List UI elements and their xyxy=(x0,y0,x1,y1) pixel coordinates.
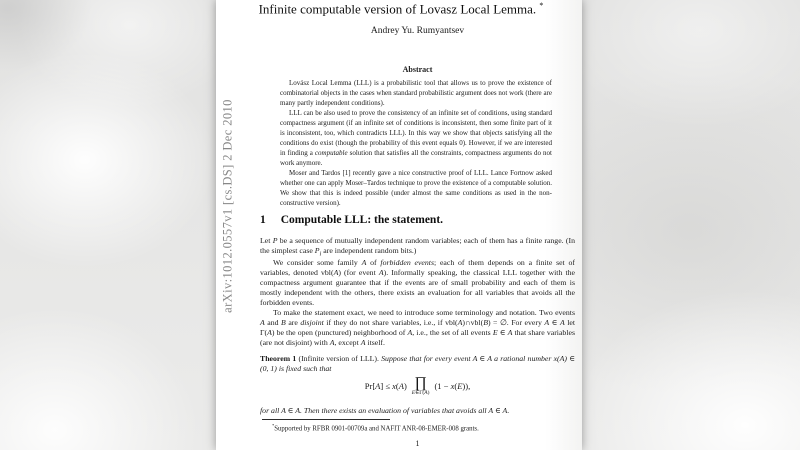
theorem-label: Theorem 1 xyxy=(260,354,297,363)
product-operator: ∏ xyxy=(414,375,427,391)
section-heading xyxy=(260,214,575,226)
abstract-paragraph: Moser and Tardos [1] recently gave a nice constructive proof of LLL. Lance Fortnow asked whether one can apply Moser–Tardos technique to prove the existence of a computable solution. We show that this is indeed possible (under almost the same conditions as used in the non-constructive version). xyxy=(280,169,552,207)
formula-rhs: (1 − x(E)), xyxy=(434,381,471,391)
abstract-block xyxy=(280,78,552,208)
section-number: 1 xyxy=(260,214,266,226)
footnote-marker: * xyxy=(272,423,275,428)
section-title: Computable LLL: the statement. xyxy=(280,214,444,226)
footnote xyxy=(260,422,575,433)
footnote-rule xyxy=(262,419,390,420)
formula-lhs: Pr[A] ≤ x(A) xyxy=(364,381,407,391)
author-name: Andrey Yu. Rumyantsev xyxy=(370,26,465,36)
arxiv-stamp: arXiv:1012.0557v1 [cs.DS] 2 Dec 2010 xyxy=(220,99,235,313)
page-number: 1 xyxy=(415,439,420,448)
paper-title xyxy=(241,1,561,17)
abstract-paragraph: Lovász Local Lemma (LLL) is a probabilistic tool that allows us to prove the existence of combinatorial objects in the cases when standard probabilistic argument does not work (there are many partly independent conditions). xyxy=(280,79,552,107)
product-term xyxy=(412,376,430,396)
body-paragraph: We consider some family A of forbidden events; each of them depends on a finite set of variables, denoted vbl(A) (for event A). Informally speaking, the classical LLL together with the compactness argument guarantee that if the events are of small probability and each of them is mostly independent with the others, there exists an evaluation for all variables that avoids all the forbidden events. xyxy=(260,258,576,307)
product-subscript: E∈Γ(A) xyxy=(411,390,430,396)
theorem-statement: Suppose that for every event A ∈ A a rational number x(A) ∈ (0, 1) is fixed such that xyxy=(260,354,575,373)
paper-page xyxy=(216,0,582,450)
after-formula-text: for all A ∈ A. Then there exists an evaluation of variables that avoids all A ∈ A. xyxy=(260,406,510,415)
body-paragraph: To make the statement exact, we need to introduce some terminology and notation. Two events A and B are disjoint if they do not share variables, i.e., if vbl(A)∩vbl(B) = ∅. For every A ∈ A let Γ(A) be the open (punctured) neighborhood of A, i.e., the set of all events E ∈ A that share variables (are not disjoint) with A, except A itself. xyxy=(260,308,576,347)
paper-title-text: Infinite computable version of Lovasz Local Lemma. xyxy=(258,1,537,17)
abstract-heading: Abstract xyxy=(402,65,433,74)
body-paragraph: Let P be a sequence of mutually independent random variables; each of them has a finite range. (In the simplest case $P_i$ are independent random bits.) xyxy=(260,236,575,258)
abstract-paragraph: LLL can be also used to prove the consistency of an infinite set of conditions, using standard compactness argument (if an infinite set of conditions is inconsistent, then some finite part of it is inconsistent, too, which contradicts LLL). In this way we show that objects satisfying all the conditions do exist (though the probability of this event equals 0). However, if we are interested in finding a computable solution that satisfies all the constraints, compactness arguments do not work anymore. xyxy=(280,109,552,167)
theorem-block xyxy=(260,354,575,374)
displayed-formula xyxy=(260,376,575,396)
theorem-qualifier: (Infinite version of LLL). xyxy=(296,354,382,363)
footnote-text: Supported by RFBR 0901-00709a and NAFIT ANR-08-EMER-008 grants. xyxy=(274,425,479,433)
title-footnote-star: * xyxy=(539,1,544,10)
